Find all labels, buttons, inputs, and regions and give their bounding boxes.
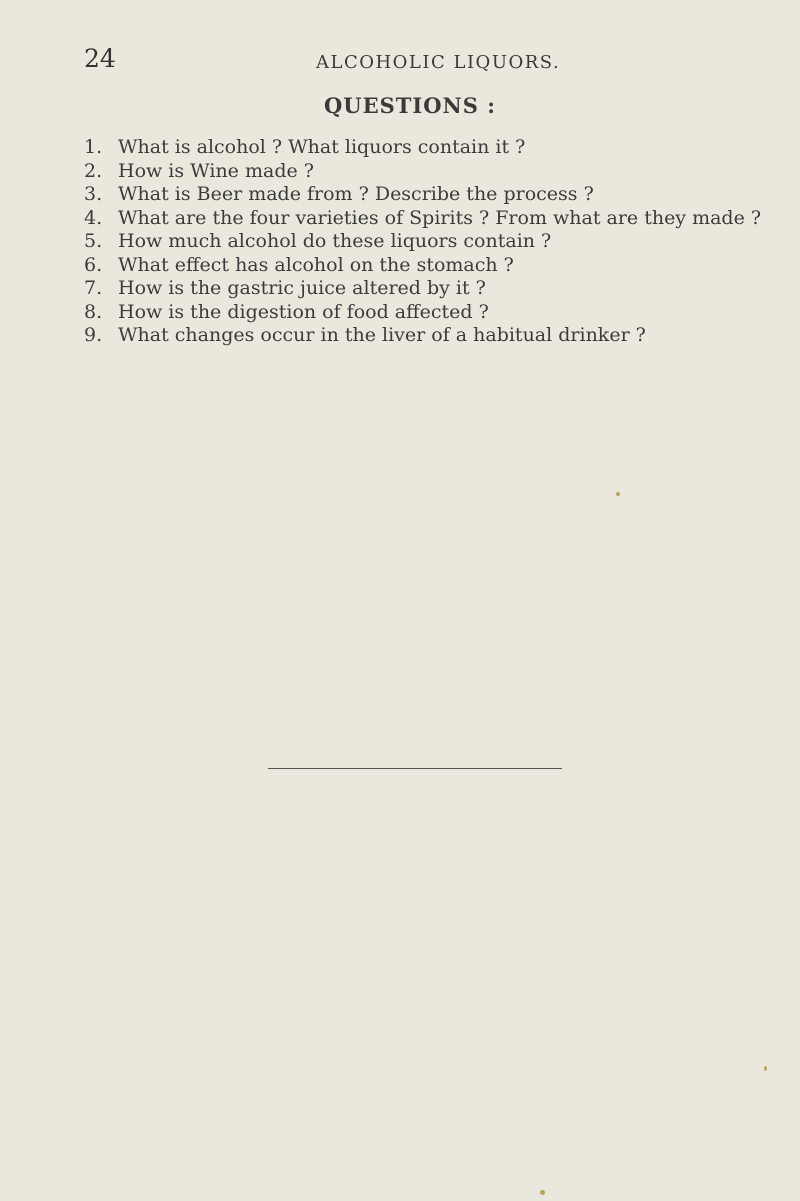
question-item (84, 301, 800, 325)
question-item (84, 254, 800, 278)
question-text: How is the digestion of food affected ? (118, 300, 489, 323)
page-number: 24 (84, 44, 116, 73)
question-item (84, 324, 800, 348)
question-item (84, 160, 800, 184)
question-number: 1. (84, 136, 103, 158)
question-number: 9. (84, 324, 103, 346)
paper-speck (764, 1066, 767, 1071)
section-title: QUESTIONS : (324, 93, 496, 118)
question-number: 2. (84, 159, 103, 182)
running-head: ALCOHOLIC LIQUORS. (316, 52, 561, 73)
question-number: 4. (84, 206, 103, 229)
question-text: What is Beer made from ? Describe the process ? (118, 183, 594, 205)
question-number: 8. (84, 300, 103, 323)
question-text: How much alcohol do these liquors contain ? (118, 230, 552, 252)
question-number: 6. (84, 253, 103, 276)
questions-list (84, 136, 800, 348)
question-number: 7. (84, 277, 103, 299)
question-item (84, 207, 800, 231)
question-item (84, 230, 800, 254)
question-text: How is Wine made ? (118, 159, 314, 182)
question-text: What changes occur in the liver of a habitual drinker ? (118, 324, 646, 346)
question-number: 5. (84, 230, 103, 252)
question-item (84, 183, 800, 207)
question-text: What effect has alcohol on the stomach ? (118, 253, 514, 276)
question-item (84, 277, 800, 301)
paper-speck (616, 492, 620, 496)
question-item (84, 136, 800, 160)
question-text: What are the four varieties of Spirits ? From what are they made ? (118, 206, 762, 229)
question-number: 3. (84, 183, 103, 205)
question-text: What is alcohol ? What liquors contain it ? (118, 136, 526, 158)
paper-speck (540, 1190, 545, 1195)
section-divider (268, 768, 562, 769)
question-text: How is the gastric juice altered by it ? (118, 277, 486, 299)
